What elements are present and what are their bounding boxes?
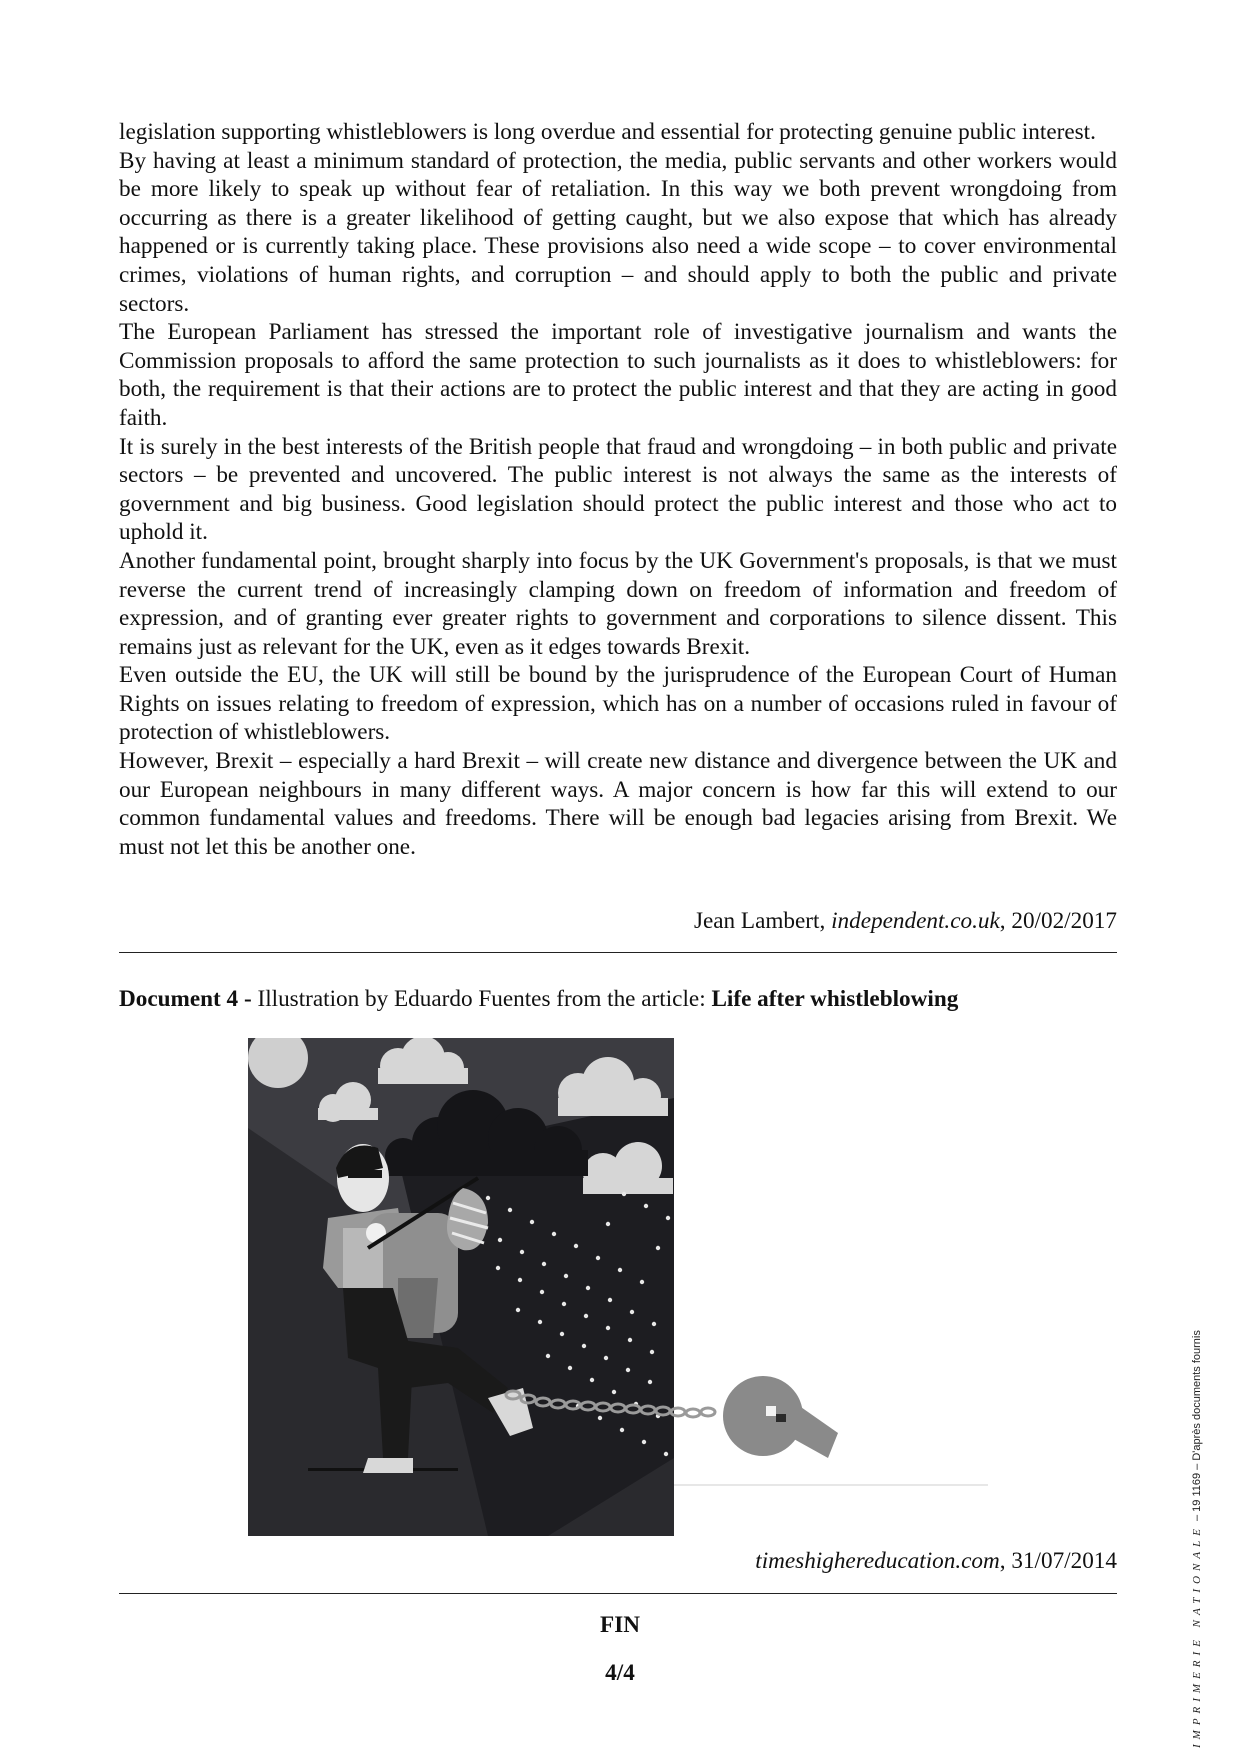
article-paragraph: It is surely in the best interests of the British people that fraud and wrongdoing – in both public and private sectors – be prevented and uncovered. The public interest is not always the same as the interests of government and big business. Good legislation should protect the public interest and those who act to uphold it.: [119, 433, 1117, 546]
article-paragraph: However, Brexit – especially a hard Brexit – will create new distance and divergence between the UK and our European neighbours in many different ways. A major concern is how far this will extend to our common fundamental values and freedoms. There will be enough bad legacies arising from Brexit. We must not let this be another one.: [119, 748, 1117, 860]
credit-site: timeshighereducation.com: [755, 1548, 1000, 1574]
signature-author: Jean Lambert,: [693, 908, 826, 934]
article-paragraph: The European Parliament has stressed the important role of investigative journalism and wants the Commission proposals to afford the same protection to such journalists as it does to whistleblowers: for both, the requirement is that their actions are to protect the public interest and that they are acting in good faith.: [119, 319, 1117, 431]
illustration-credit: [755, 1548, 1117, 1575]
document-label: Document 4 -: [119, 986, 252, 1012]
signature-date: , 20/02/2017: [999, 908, 1117, 934]
article-paragraph: By having at least a minimum standard of protection, the media, public servants and other workers would be more likely to speak up without fear of retaliation. In this way we both prevent wrongdoing from occurring as there is a greater likelihood of getting caught, but we also expose that which has already happened or is currently taking place. These provisions also need a wide scope – to cover environmental crimes, violations of human rights, and corruption – and should apply to both the public and private sectors.: [119, 147, 1117, 317]
credit-date: , 31/07/2014: [999, 1548, 1117, 1574]
article-paragraph: legislation supporting whistleblowers is long overdue and essential for protecting genuine public interest.: [119, 119, 1096, 145]
document-article-title: Life after whistleblowing: [711, 986, 959, 1012]
document-4-heading: [119, 986, 958, 1013]
printer-reference: – 19 1169 – D'après documents fournis: [1191, 1330, 1203, 1521]
article-paragraph: Even outside the EU, the UK will still be bound by the jurisprudence of the European Court of Human Rights on issues relating to freedom of expression, which has on a number of occasions ruled in favour of protection of whistleblowers.: [119, 662, 1117, 746]
whistle-ball-icon: [723, 1376, 838, 1458]
footer-divider: [119, 1593, 1117, 1594]
document-description: Illustration by Eduardo Fuentes from the article:: [251, 986, 712, 1012]
article-paragraph: Another fundamental point, brought sharply into focus by the UK Government's proposals, is that we must reverse the current trend of increasingly clamping down on freedom of information and freedom of expression, and of granting ever greater rights to government and corporations to silence dissent. This remains just as relevant for the UK, even as it edges towards Brexit.: [119, 547, 1117, 660]
page-number: 4/4: [605, 1660, 635, 1686]
section-divider: [119, 952, 1117, 953]
article-signature: [694, 908, 1117, 935]
article-body: [119, 118, 1117, 861]
printer-mark: [1191, 1330, 1203, 1748]
signature-source: independent.co.uk: [831, 908, 1000, 934]
printer-name: IMPRIMERIE NATIONALE: [1191, 1524, 1203, 1748]
end-marker: FIN: [600, 1612, 640, 1638]
illustration-panel: [248, 1038, 674, 1536]
whistleblower-illustration: [248, 1038, 1008, 1536]
